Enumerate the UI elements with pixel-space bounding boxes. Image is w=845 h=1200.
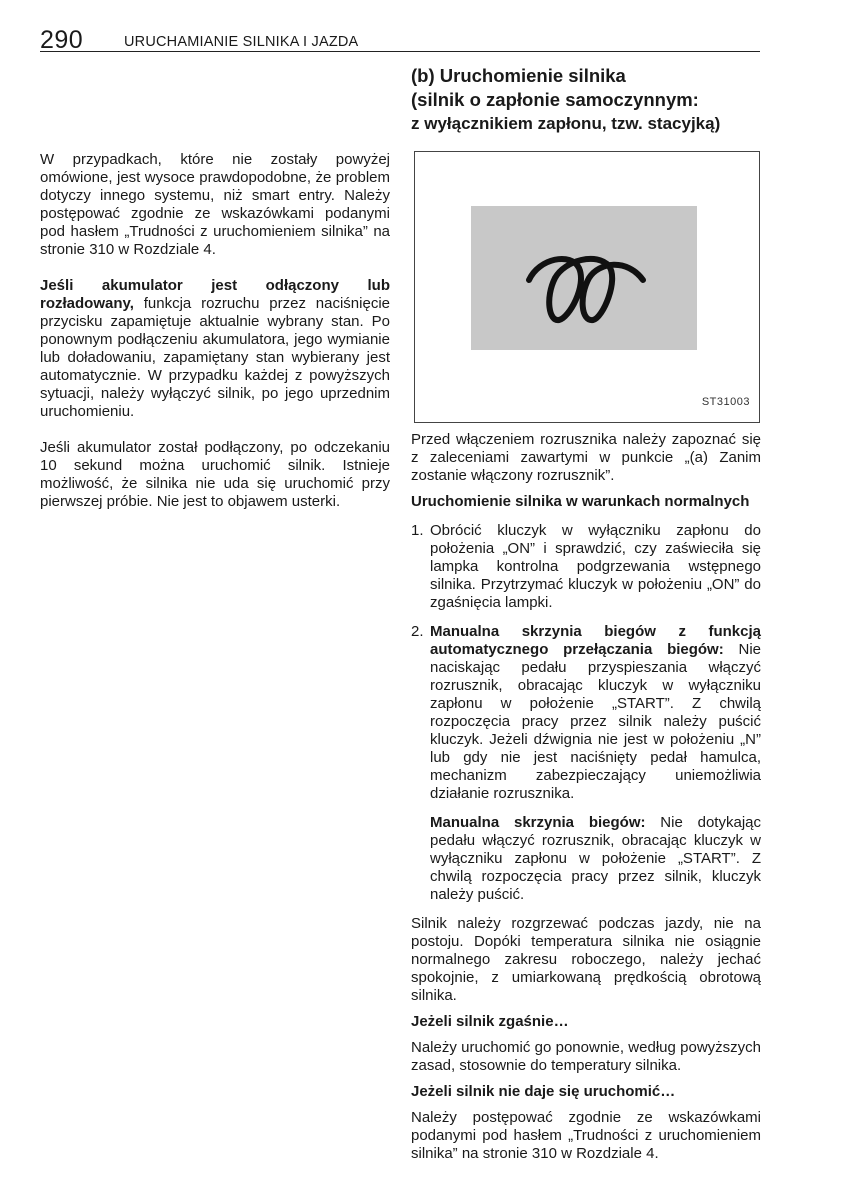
section-title-normal-start: Uruchomienie silnika w warunkach normalnych xyxy=(411,493,750,510)
running-title: URUCHAMIANIE SILNIKA I JAZDA xyxy=(124,34,359,50)
page-number: 290 xyxy=(40,26,84,54)
list-item-2 xyxy=(411,623,761,803)
warmup-paragraph: Silnik należy rozgrzewać podczas jazdy, nie na postoju. Dopóki temperatura silnika nie osiągnie normalnego zakresu roboczego, należy jechać spokojnie, z umiarkowaną prędkością obrotową silnika. xyxy=(411,915,761,1004)
left-paragraph-2-text: funkcja rozruchu przez naciśnięcie przycisku zapamiętuje aktualnie wybrany stan. Po ponownym podłączeniu akumulatora, jego wymianie lub doładowaniu, zapamiętany stan wybierany jest automatycznie. W przypadku każdej z powyższych sytuacji, należy wyłączyć silnik, po jego uprzednim uruchomieniu. xyxy=(40,295,390,420)
list-item-2-rest: Nie naciskając pedału przyspieszania włączyć rozrusznik, obracając kluczyk w wyłączniku zapłonu w położenie „START”. Z chwilą rozpoczęcia pracy przez silnik należy puścić kluczyk. Jeżeli dźwignia nie jest w położeniu „N” lub gdy nie jest naciśnięty pedał hamulca, mechanizm zabezpieczający uniemożliwia działanie rozrusznika. xyxy=(430,641,761,802)
heading-line-3: z wyłącznikiem zapłonu, tzw. stacyjką) xyxy=(411,114,721,133)
list-item-1 xyxy=(411,522,761,612)
list-item-2-text xyxy=(430,623,761,803)
glow-plug-indicator-coil-icon xyxy=(471,206,697,350)
stall-text: Należy uruchomić go ponownie, według powyższych zasad, stosownie do temperatury silnika. xyxy=(411,1039,761,1074)
manual-gearbox-bold: Manualna skrzynia biegów: xyxy=(430,814,646,831)
list-item-1-text: Obrócić kluczyk w wyłączniku zapłonu do położenia „ON” i sprawdzić, czy zaświeciła się lampka kontrolna podgrzewania wstępnego silnika. Przytrzymać kluczyk w położeniu „ON” do zgaśnięcia lampki. xyxy=(430,522,761,611)
nostart-title: Jeżeli silnik nie daje się uruchomić… xyxy=(411,1083,676,1100)
heading-line-2: (silnik o zapłonie samoczynnym: xyxy=(411,89,699,110)
right-intro: Przed włączeniem rozrusznika należy zapoznać się z zaleceniami zawartymi w punkcie „(a) Zanim zostanie włączony rozrusznik”. xyxy=(411,431,761,484)
figure-code: ST31003 xyxy=(701,396,750,408)
left-paragraph-2-bold: Jeśli akumulator jest odłączony lub rozładowany, xyxy=(40,277,390,312)
figure-box xyxy=(414,151,760,423)
header-rule xyxy=(40,51,760,52)
nostart-text: Należy postępować zgodnie ze wskazówkami podanymi pod hasłem „Trudności z uruchomieniem silnika” na stronie 310 w Rozdziale 4. xyxy=(411,1109,761,1162)
figure-panel xyxy=(471,206,697,350)
heading-line-1: (b) Uruchomienie silnika xyxy=(411,65,626,86)
left-paragraph-2 xyxy=(40,277,390,421)
left-paragraph-1: W przypadkach, które nie zostały powyżej omówione, jest wysoce prawdopodobne, że problem dotyczy innego systemu, niż smart entry. Należy postępować zgodnie ze wskazówkami podanymi pod hasłem „Trudności z uruchomieniem silnika” na stronie 310 w Rozdziale 4. xyxy=(40,151,390,258)
list-number-1: 1. xyxy=(411,522,424,539)
stall-title: Jeżeli silnik zgaśnie… xyxy=(411,1013,569,1030)
list-item-2-bold: Manualna skrzynia biegów z funkcją automatycznego przełączania biegów: xyxy=(430,623,761,658)
left-paragraph-3: Jeśli akumulator został podłączony, po odczekaniu 10 sekund można uruchomić silnik. Istnieje możliwość, że silnika nie uda się uruchomić przy pierwszej próbie. Nie jest to objawem usterki. xyxy=(40,439,390,510)
right-column xyxy=(411,431,761,1163)
left-column xyxy=(40,151,390,511)
page-header xyxy=(40,26,760,54)
section-heading xyxy=(411,64,771,136)
manual-gearbox-paragraph xyxy=(411,814,761,904)
manual-gearbox-rest: Nie dotykając pedału włączyć rozrusznik, obracając kluczyk w wyłączniku zapłonu w położenie „START”. Z chwilą rozpoczęcia pracy przez silnik, kluczyk należy puścić. xyxy=(430,814,761,903)
list-number-2: 2. xyxy=(411,623,424,640)
